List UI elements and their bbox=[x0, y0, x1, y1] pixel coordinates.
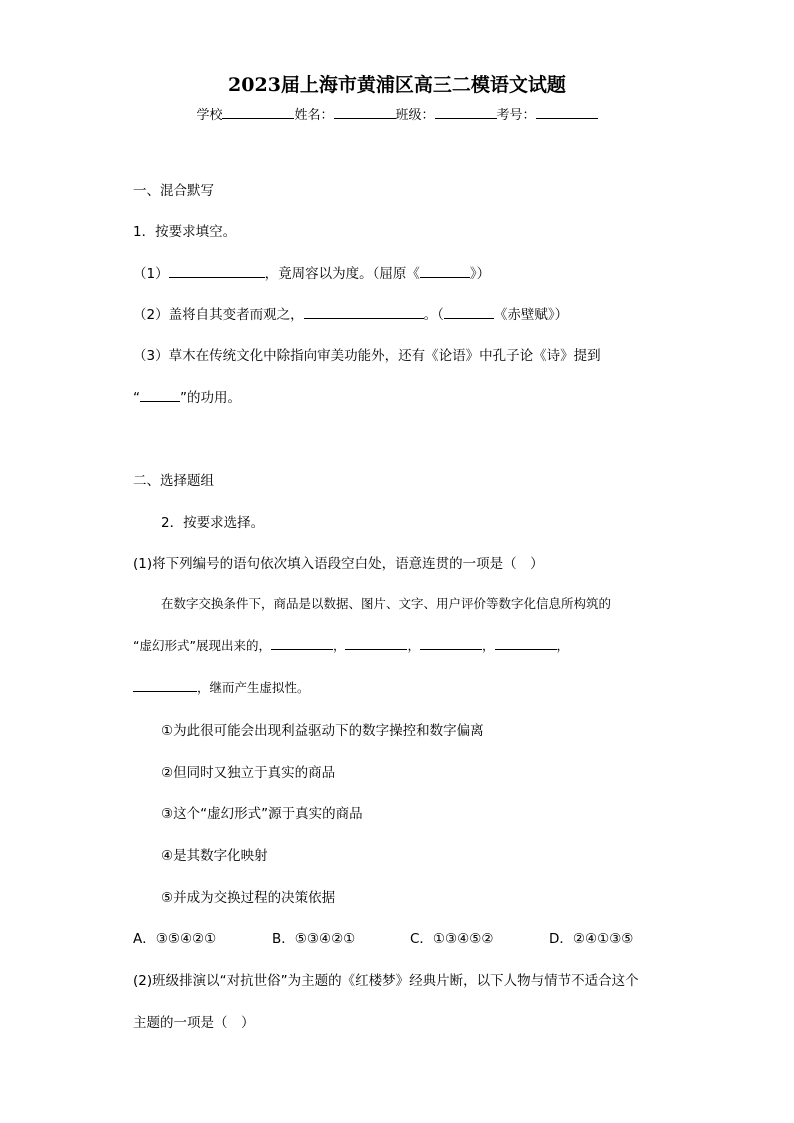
sentence-5: ⑤并成为交换过程的决策依据 bbox=[161, 890, 336, 906]
section2-heading: 二、选择题组 bbox=[133, 473, 214, 489]
sentence-3: ③这个“虚幻形式”源于真实的商品 bbox=[161, 806, 363, 822]
passage-line-1: 在数字交换条件下，商品是以数据、图片、文字、用户评价等数字化信息所构筑的 bbox=[161, 596, 612, 611]
option-c[interactable]: C．①③④⑤② bbox=[410, 931, 494, 947]
item2-pre: 盖将自其变者而观之， bbox=[168, 307, 304, 323]
question-2-2-line2: 主题的一项是（ ） bbox=[133, 1015, 255, 1031]
name-blank[interactable] bbox=[334, 106, 396, 119]
item1-label: （1） bbox=[133, 266, 169, 282]
question-1: 1．按要求填空。 bbox=[133, 224, 237, 240]
exam-no-label: 考号： bbox=[496, 108, 536, 123]
option-d[interactable]: D．②④①③⑤ bbox=[549, 931, 634, 947]
exam-no-blank[interactable] bbox=[536, 106, 598, 119]
passage-blank-2[interactable] bbox=[345, 636, 407, 650]
item2-end: 《赤壁赋》） bbox=[493, 307, 569, 323]
quote-open: “ bbox=[133, 390, 140, 406]
q1-item-2 bbox=[133, 303, 568, 323]
passage-blank-4[interactable] bbox=[495, 636, 557, 650]
name-label: 姓名： bbox=[294, 108, 334, 123]
school-label: 学校 bbox=[196, 108, 223, 123]
sep-1: ， bbox=[332, 638, 346, 653]
option-a[interactable]: A．③⑤④②① bbox=[133, 931, 217, 947]
passage-end: ，继而产生虚拟性。 bbox=[197, 680, 310, 695]
item3-blank[interactable] bbox=[140, 388, 180, 402]
item1-blank-2[interactable] bbox=[420, 264, 470, 278]
option-b[interactable]: B．⑤③④②① bbox=[272, 931, 356, 947]
sentence-2: ②但同时又独立于真实的商品 bbox=[161, 765, 336, 781]
question-2: 2．按要求选择。 bbox=[161, 515, 265, 531]
item2-blank-2[interactable] bbox=[444, 305, 494, 319]
sentence-1: ①为此很可能会出现利益驱动下的数字操控和数字偏离 bbox=[161, 723, 484, 739]
passage-text: “虚幻形式”展现出来的， bbox=[133, 638, 271, 653]
page-title: 2023届上海市黄浦区高三二模语文试题 bbox=[228, 74, 566, 96]
item3-end: ”的功用。 bbox=[180, 390, 241, 406]
question-2-2-line1: (2)班级排演以“对抗世俗”为主题的《红楼梦》经典片断，以下人物与情节不适合这个 bbox=[133, 973, 639, 989]
section1-heading: 一、混合默写 bbox=[133, 183, 214, 199]
item2-blank-1[interactable] bbox=[304, 305, 424, 319]
student-info-line bbox=[0, 104, 794, 123]
sep-3: ， bbox=[481, 638, 495, 653]
sep-2: ， bbox=[407, 638, 420, 653]
item1-blank-1[interactable] bbox=[169, 264, 265, 278]
passage-blank-1[interactable] bbox=[271, 636, 333, 650]
q1-item-1 bbox=[133, 262, 490, 282]
sentence-4: ④是其数字化映射 bbox=[161, 848, 268, 864]
q1-item-3-line1: （3）草木在传统文化中除指向审美功能外，还有《论语》中孔子论《诗》提到 bbox=[133, 348, 601, 364]
item2-label: （2） bbox=[133, 307, 169, 323]
class-label: 班级： bbox=[395, 108, 435, 123]
passage-blank-3[interactable] bbox=[420, 636, 482, 650]
item1-mid: ，竟周容以为度。（屈原《 bbox=[264, 266, 420, 282]
passage-line-2 bbox=[133, 636, 569, 654]
class-blank[interactable] bbox=[435, 106, 497, 119]
school-blank[interactable] bbox=[222, 106, 294, 119]
passage-blank-5[interactable] bbox=[133, 678, 197, 692]
q1-item-3-line2 bbox=[133, 386, 241, 406]
passage-line-3 bbox=[133, 678, 310, 696]
sep-4: ， bbox=[556, 638, 570, 653]
item2-mid: 。（ bbox=[423, 307, 444, 323]
question-2-1: (1)将下列编号的语句依次填入语段空白处，语意连贯的一项是（ ） bbox=[133, 556, 544, 572]
item1-end: 》） bbox=[469, 266, 491, 282]
